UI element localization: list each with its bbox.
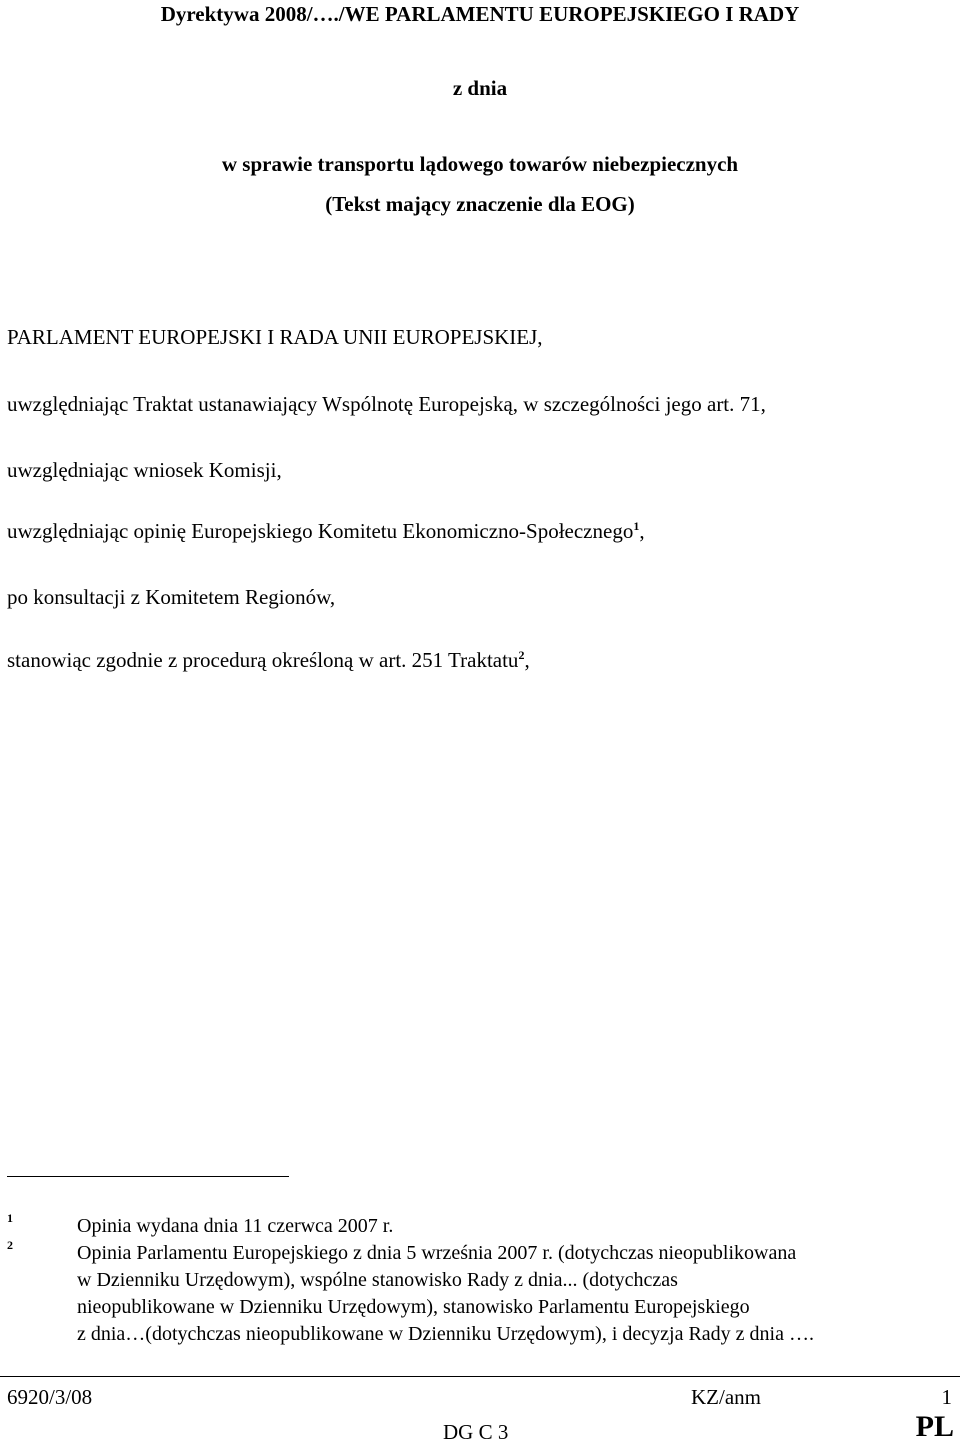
recital-commission	[7, 458, 282, 483]
footnote-text-1: Opinia wydana dnia 11 czerwca 2007 r.	[77, 1215, 394, 1237]
footnote-text-2-line-2: w Dzienniku Urzędowym), wspólne stanowisko Rady z dnia... (dotychczas	[77, 1269, 678, 1291]
date-line: z dnia	[452, 76, 508, 100]
dg-code: DG C 3	[443, 1420, 509, 1444]
recital-text: uwzględniając opinię Europejskiego Komitetu Ekonomiczno-Społecznego	[7, 519, 634, 543]
footnote-text-2-line-4: z dnia…(dotychczas nieopublikowane w Dzienniku Urzędowym), i decyzja Rady z dnia ….	[77, 1323, 814, 1345]
footnote-separator	[7, 1176, 289, 1177]
author-initials: KZ/anm	[691, 1385, 761, 1409]
language-code: PL	[915, 1410, 954, 1443]
recital-text: uwzględniając Traktat ustanawiający Wspólnotę Europejską, w szczególności jego art. 71,	[7, 392, 766, 416]
footnote-ref-1[interactable]: 1	[633, 519, 640, 533]
footer-separator	[0, 1376, 960, 1377]
eea-note: (Tekst mający znaczenie dla EOG)	[325, 192, 635, 216]
recital-suffix: ,	[639, 519, 645, 543]
recital-procedure	[7, 648, 530, 673]
footnote-number-2: 2	[7, 1238, 13, 1252]
doc-reference: 6920/3/08	[7, 1385, 93, 1409]
document-title: Dyrektywa 2008/…./WE PARLAMENTU EUROPEJSKIEGO I RADY	[160, 2, 800, 26]
footnote-text-2-line-3: nieopublikowane w Dzienniku Urzędowym), stanowisko Parlamentu Europejskiego	[77, 1296, 750, 1318]
recital-ecosoc	[7, 519, 645, 544]
recital-suffix: ,	[524, 648, 530, 672]
recital-text: po konsultacji z Komitetem Regionów,	[7, 585, 336, 609]
recital-regions	[7, 585, 335, 610]
recital-text: uwzględniając wniosek Komisji,	[7, 458, 282, 482]
subject-line: w sprawie transportu lądowego towarów niebezpiecznych	[221, 152, 739, 176]
recital-text: stanowiąc zgodnie z procedurą określoną w art. 251 Traktatu	[7, 648, 519, 672]
recital-treaty	[7, 392, 766, 417]
page-number: 1	[941, 1385, 952, 1409]
footnote-text-2-line-1: Opinia Parlamentu Europejskiego z dnia 5 września 2007 r. (dotychczas nieopublikowana	[77, 1242, 797, 1264]
authors-line: PARLAMENT EUROPEJSKI I RADA UNII EUROPEJSKIEJ,	[7, 325, 543, 349]
footnote-number-1: 1	[7, 1211, 13, 1225]
footnote-ref-2[interactable]: 2	[518, 648, 525, 662]
